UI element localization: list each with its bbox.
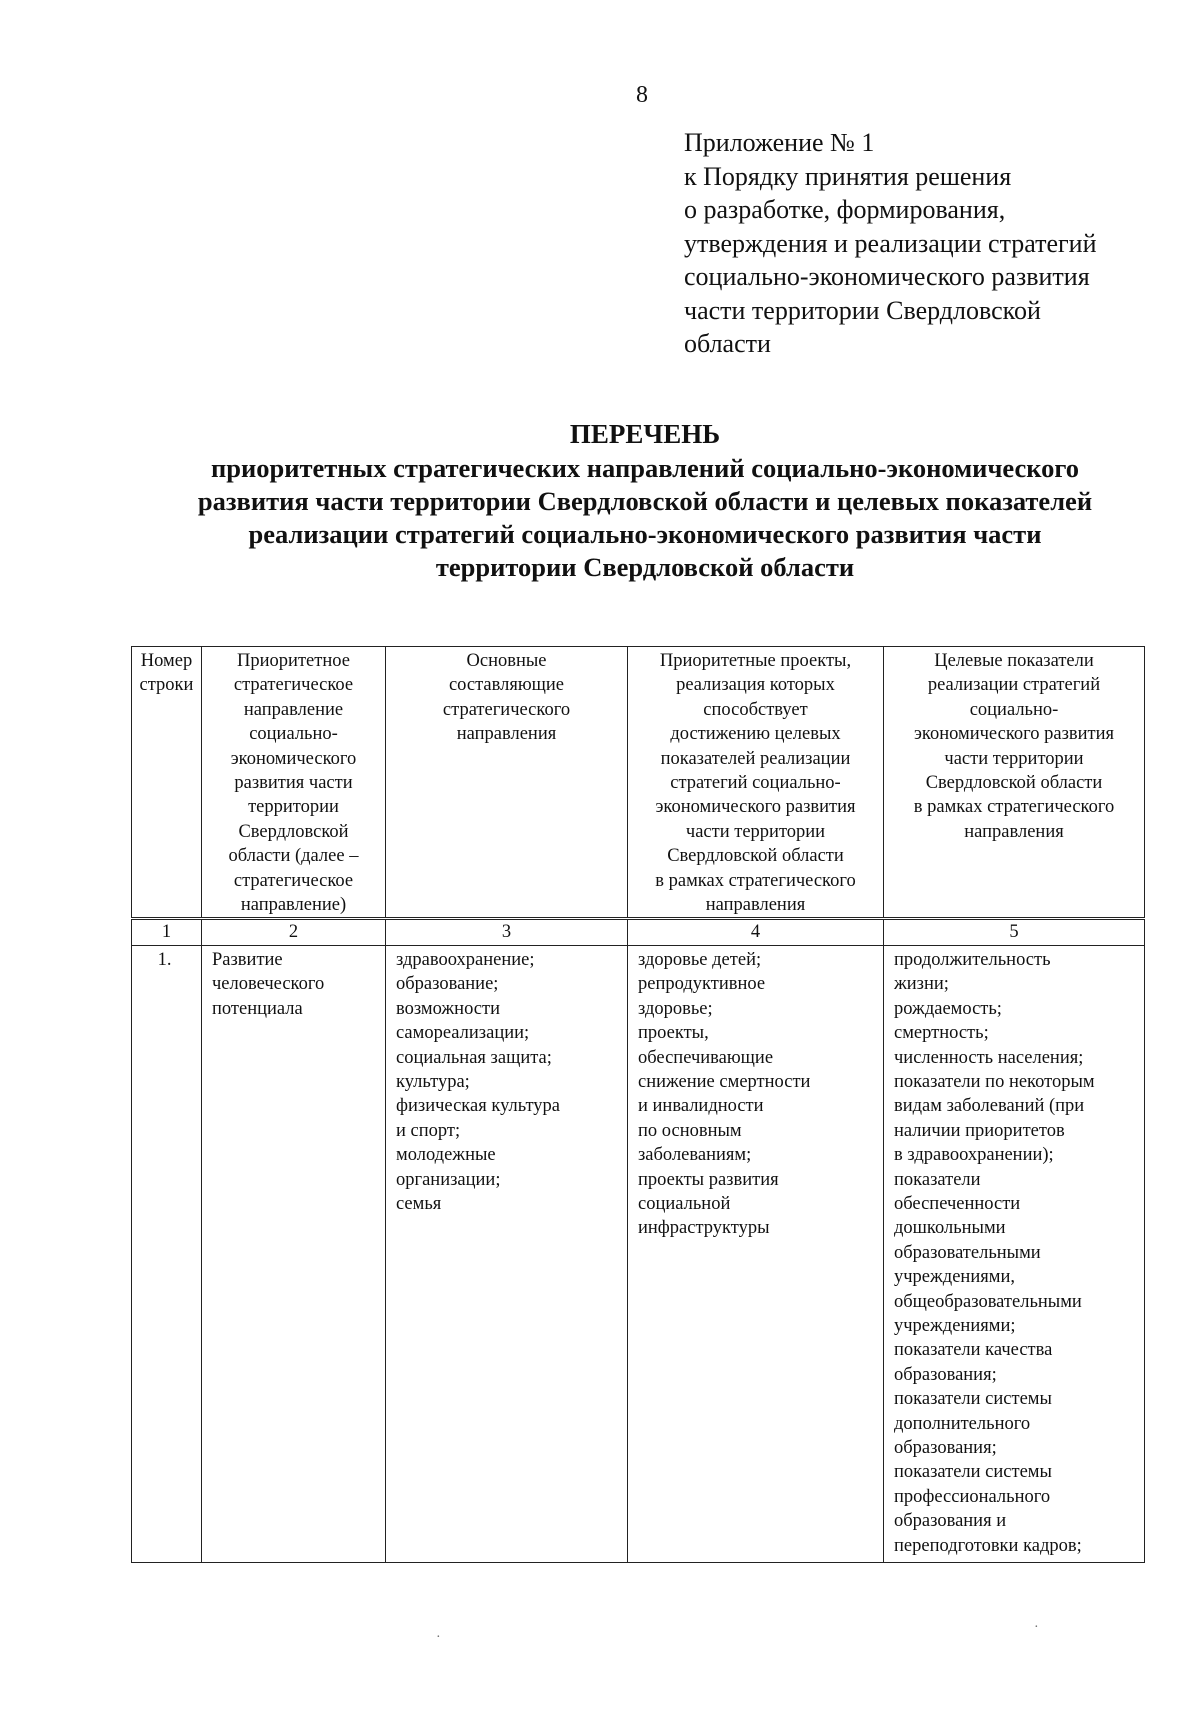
document-title <box>130 418 1160 584</box>
header-line: стратегий социально- <box>670 773 841 794</box>
column-header <box>884 647 1145 919</box>
header-line: реализации стратегий <box>927 675 1101 696</box>
cell-indicators <box>884 945 1145 1562</box>
cell-line: семья <box>396 1193 442 1214</box>
column-header <box>386 647 628 919</box>
header-line: Приоритетные проекты, <box>659 651 852 671</box>
column-header <box>628 647 884 919</box>
cell-line: жизни; <box>894 974 949 995</box>
cell-line: социальной <box>638 1193 731 1214</box>
cell-line: здоровье; <box>638 998 713 1019</box>
header-line: направление <box>243 699 344 720</box>
scan-dot: · <box>1034 1620 1039 1635</box>
annex-line: области <box>684 329 771 358</box>
header-line: составляющие <box>448 675 565 696</box>
annex-line: социально-экономического развития <box>684 262 1090 291</box>
header-line: территории <box>248 797 339 818</box>
column-number: 3 <box>386 919 628 945</box>
cell-projects <box>628 945 884 1562</box>
header-line: социально- <box>969 699 1059 720</box>
header-line: стратегического <box>442 699 571 720</box>
header-line: части территории <box>944 748 1084 769</box>
cell-line: дошкольными <box>894 1218 1006 1239</box>
cell-line: Развитие <box>212 949 283 970</box>
annex-block <box>684 126 1154 361</box>
column-number: 2 <box>202 919 386 945</box>
cell-line: заболеваниям; <box>638 1145 752 1166</box>
annex-line: утверждения и реализации стратегий <box>684 228 1097 258</box>
annex-line: к Порядку принятия решения <box>684 161 1012 191</box>
cell-line: и инвалидности <box>638 1096 764 1117</box>
header-line: области (далее – <box>228 846 359 867</box>
header-line: экономического развития <box>913 724 1115 745</box>
cell-line: образования; <box>894 1438 997 1458</box>
header-line: стратегическое <box>233 675 354 696</box>
cell-line: организации; <box>396 1169 501 1190</box>
cell-line: образовательными <box>894 1242 1041 1263</box>
column-header <box>202 647 386 919</box>
cell-line: в здравоохранении); <box>894 1145 1054 1166</box>
header-line: показателей реализации <box>660 748 851 769</box>
header-line: развития части <box>234 773 353 794</box>
cell-line: репродуктивное <box>638 974 766 995</box>
cell-line: и спорт; <box>396 1120 461 1141</box>
cell-line: рождаемость; <box>894 998 1002 1019</box>
column-number: 1 <box>132 919 202 945</box>
cell-line: продолжительность <box>894 949 1051 970</box>
page-number: 8 <box>636 82 648 108</box>
header-line: способствует <box>703 699 808 720</box>
header-line: Основные <box>466 651 547 671</box>
cell-line: дополнительного <box>894 1413 1031 1434</box>
cell-line: самореализации; <box>396 1023 530 1044</box>
cell-line: образования; <box>894 1364 997 1385</box>
cell-line: проекты развития <box>638 1169 779 1190</box>
title-line: приоритетных стратегических направлений социально-экономического <box>210 453 1080 483</box>
cell-line: образования и <box>894 1511 1007 1532</box>
cell-line: общеобразовательными <box>894 1291 1082 1312</box>
title-heading: ПЕРЕЧЕНЬ <box>569 419 721 449</box>
cell-line: показатели по некоторым <box>894 1071 1095 1092</box>
title-subtitle <box>130 452 1160 584</box>
cell-line: человеческого <box>212 974 325 995</box>
cell-line: наличии приоритетов <box>894 1120 1065 1141</box>
cell-line: здравоохранение; <box>396 949 535 970</box>
header-line: направления <box>456 724 557 745</box>
scan-dot: · <box>436 1630 441 1645</box>
cell-line: видам заболеваний (при <box>894 1096 1085 1117</box>
cell-line: показатели <box>894 1169 981 1190</box>
cell-line: снижение смертности <box>638 1071 811 1092</box>
table-header-row <box>132 647 1145 919</box>
cell-line: профессионального <box>894 1486 1051 1507</box>
cell-line: показатели системы <box>894 1389 1052 1410</box>
cell-line: численность населения; <box>894 1047 1084 1068</box>
title-line: реализации стратегий социально-экономического развития части <box>248 519 1042 549</box>
priorities-table <box>131 646 1145 1563</box>
cell-line: учреждениями, <box>894 1267 1015 1288</box>
cell-line: смертность; <box>894 1023 989 1044</box>
cell-line: физическая культура <box>396 1096 561 1117</box>
cell-row-number: 1. <box>132 945 202 1562</box>
header-line: экономического развития <box>655 797 856 818</box>
header-line: Приоритетное <box>237 651 350 671</box>
table-row <box>132 945 1145 1562</box>
header-line: Свердловской области <box>925 773 1103 794</box>
header-line: направление) <box>240 895 347 916</box>
annex-line: части территории Свердловской <box>684 295 1041 325</box>
cell-line: молодежные <box>396 1145 496 1166</box>
cell-line: по основным <box>638 1120 742 1141</box>
cell-line: показатели качества <box>894 1340 1053 1361</box>
header-line: стратегическое <box>233 870 354 891</box>
cell-line: проекты, <box>638 1023 709 1044</box>
cell-line: переподготовки кадров; <box>894 1535 1082 1556</box>
cell-line: возможности <box>396 998 500 1019</box>
annex-line: о разработке, формирования, <box>684 195 1006 224</box>
header-line: части территории <box>685 821 826 842</box>
header-line: Номер <box>140 651 193 671</box>
cell-line: культура; <box>396 1071 470 1092</box>
header-line: Свердловской области <box>667 846 844 867</box>
header-line: в рамках стратегического <box>655 870 856 891</box>
cell-line: учреждениями; <box>894 1315 1016 1336</box>
header-line: строки <box>139 675 194 696</box>
cell-line: образование; <box>396 974 499 995</box>
title-line: развития части территории Свердловской области и целевых показателей <box>197 486 1093 516</box>
cell-line: здоровье детей; <box>638 949 762 970</box>
header-line: достижению целевых <box>670 724 841 745</box>
header-line: Свердловской <box>238 821 349 842</box>
header-line: в рамках стратегического <box>913 797 1115 818</box>
header-line: социально- <box>249 724 338 745</box>
title-line: территории Свердловской области <box>435 552 855 582</box>
cell-line: социальная защита; <box>396 1047 552 1068</box>
column-header <box>132 647 202 919</box>
cell-line: обеспеченности <box>894 1193 1021 1214</box>
column-number: 4 <box>628 919 884 945</box>
column-number-row <box>132 919 1145 945</box>
header-line: экономического <box>230 748 357 769</box>
cell-line: показатели системы <box>894 1462 1052 1483</box>
header-line: направления <box>964 821 1064 842</box>
header-line: реализация которых <box>676 675 835 696</box>
header-line: Целевые показатели <box>934 651 1094 671</box>
cell-components <box>386 945 628 1562</box>
cell-line: обеспечивающие <box>638 1047 774 1068</box>
cell-line: потенциала <box>212 998 303 1019</box>
annex-line: Приложение № 1 <box>684 128 875 157</box>
header-line: направления <box>705 895 806 916</box>
column-number: 5 <box>884 919 1145 945</box>
cell-line: инфраструктуры <box>638 1218 770 1239</box>
cell-direction <box>202 945 386 1562</box>
